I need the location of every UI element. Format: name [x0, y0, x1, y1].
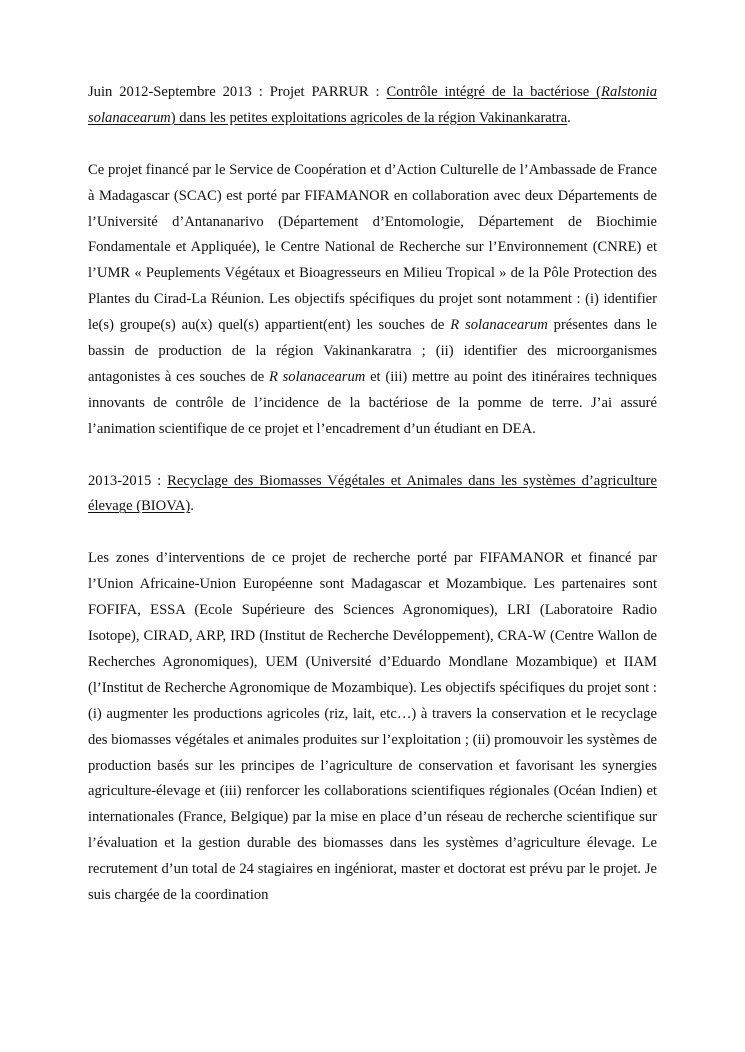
parrur-desc-text-1: Ce projet financé par le Service de Coopération et d’Action Culturelle de l’Ambassade de France à Madagascar (SCAC) est porté par FIFAMANOR en collaboration avec deux Départements de l’Université d’Antananarivo (Département d’Entomologie, Département de Biochimie Fondamentale et Appliquée), le Centre National de Recherche sur l’Environnement (CNRE) et l’UMR « Peuplements Végétaux et Bioagresseurs en Milieu Tropical » de la Pôle Protection des Plantes du Cirad-La Réunion. Les objectifs spécifiques du projet sont notamment : (i) identifier le(s) groupe(s) au(x) quel(s) appartient(ent) les souches de [88, 161, 657, 334]
parrur-desc-text-3: et (iii) mettre au point des itinéraires techniques innovants de contrôle de l’incidence de la bactériose de la pomme de terre. J’ai assuré l’animation scientifique de ce projet et l’encadrement d’un étudiant en DEA. [88, 368, 657, 437]
parrur-title-part2: ) dans les petites exploitations agricoles de la région Vakinankaratra [170, 109, 568, 126]
parrur-desc-species-2: R solanacearum [268, 368, 366, 385]
parrur-heading-end: . [567, 109, 571, 126]
document-page [88, 80, 657, 935]
parrur-title-species: Ralstonia solanacearum [88, 84, 657, 126]
biova-title: Recyclage des Biomasses Végétales et Animales dans les systèmes d’agriculture élevage (BIOVA) [88, 472, 658, 515]
paragraph-parrur-heading [88, 80, 657, 132]
biova-date-label: 2013-2015 : [88, 472, 168, 489]
paragraph-biova-description [88, 546, 657, 909]
parrur-desc-species-1: R solanacearum [450, 317, 548, 334]
paragraph-parrur-description [88, 158, 657, 443]
biova-desc-text: Les zones d’interventions de ce projet de recherche porté par FIFAMANOR et financé par l’Union Africaine-Union Européenne sont Madagascar et Mozambique. Les partenaires sont FOFIFA, ESSA (Ecole Supérieure des Sciences Agronomiques), LRI (Laboratoire Radio Isotope), CIRAD, ARP, IRD (Institut de Recherche Devéloppement), CRA-W (Centre Wallon de Recherches Agronomiques), UEM (Université d’Eduardo Mondlane Mozambique) et IIAM (l’Institut de Recherche Agronomique de Mozambique). Les objectifs spécifiques du projet sont : (i) augmenter les productions agricoles (riz, lait, etc…) à travers la conservation et le recyclage des biomasses végétales et animales produites sur l’exploitation ; (ii) promouvoir les systèmes de production basés sur les principes de l’agriculture de conservation et favorisant les synergies agriculture-élevage et (iii) renforcer les collaborations scientifiques régionales (Océan Indien) et internationales (France, Belgique) par la mise en place d’un réseau de recherche scientifique sur l’évaluation et la gestion durable des biomasses dans les systèmes d’agriculture élevage. Le recrutement d’un total de 24 stagiaires en ingéniorat, master et doctorat est prévu par le projet. Je suis chargée de la coordination [88, 550, 657, 904]
parrur-desc-text-2: présentes dans le bassin de production de la région Vakinankaratra ; (ii) identifier des microorganismes antagonistes à ces souches de [88, 317, 657, 385]
parrur-title-part1: Contrôle intégré de la bactériose ( [386, 84, 602, 100]
paragraph-biova-heading [88, 469, 657, 521]
parrur-date-label: Juin 2012-Septembre 2013 : Projet PARRUR : [88, 84, 387, 100]
biova-heading-end: . [190, 498, 194, 515]
